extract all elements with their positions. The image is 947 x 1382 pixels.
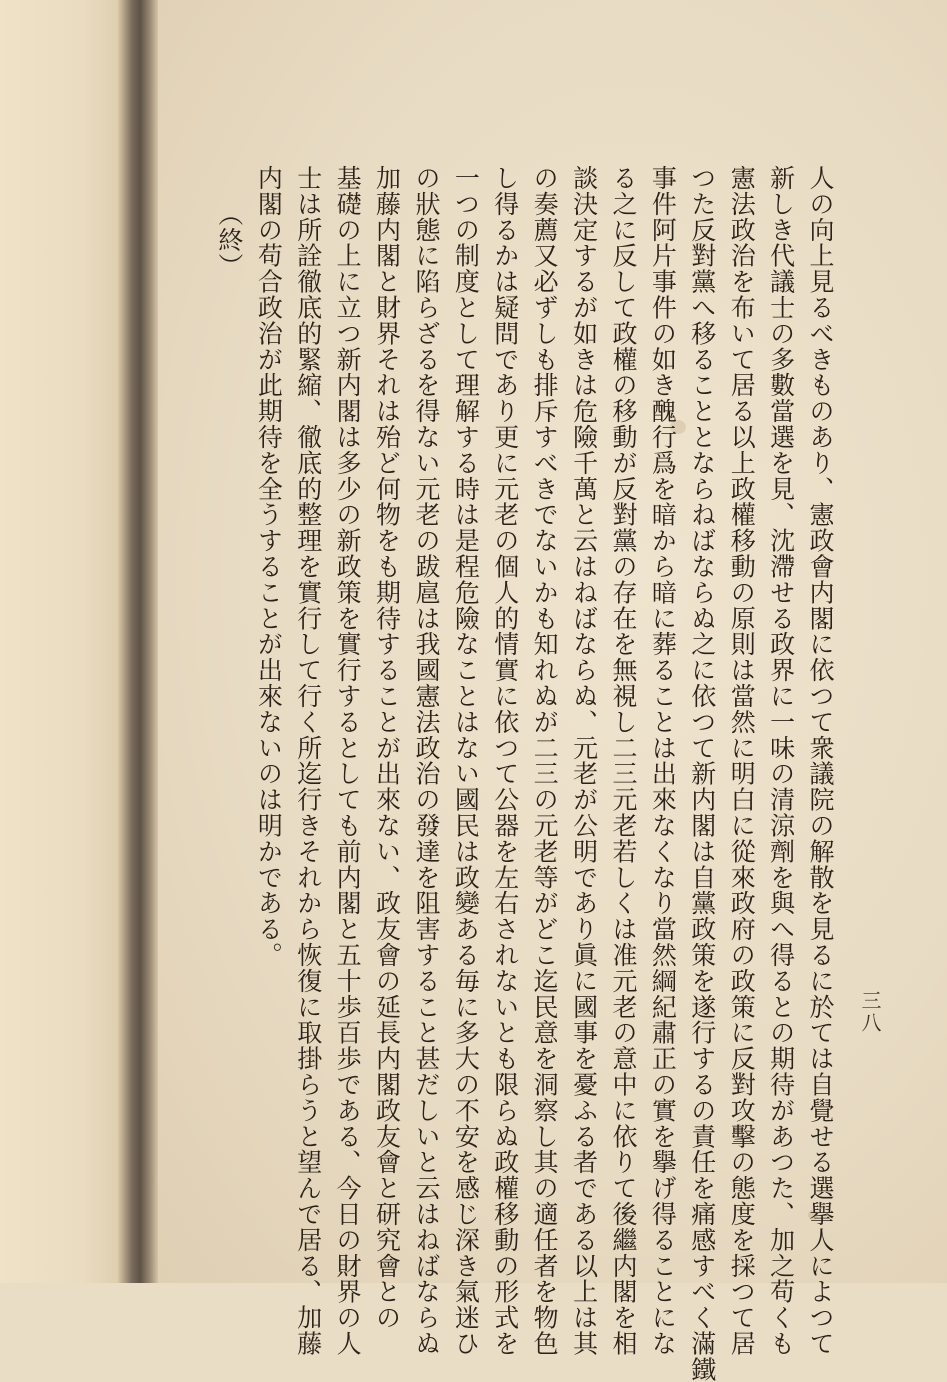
text-line: 一つの制度として理解する時は是程危險なことはない國民は政變ある毎に多大の不安を感じ深き氣迷ひ bbox=[451, 165, 481, 1357]
text-line: 加藤内閣と財界それは殆ど何物をも期待することが出來ない、政友會の延長内閣政友會と研究會との bbox=[372, 165, 402, 1331]
page-number: 三八 bbox=[858, 990, 882, 1034]
left-page-margin bbox=[0, 0, 118, 1283]
text-line: 事件阿片事件の如き醜行爲を暗から暗に葬ることは出來なくなり當然綱紀肅正の實を擧げ得ることにな bbox=[648, 165, 678, 1357]
text-line: 内閣の苟合政治が此期待を全うすることが出來ないのは明かである。 bbox=[254, 165, 284, 968]
text-line: 士は所詮徹底的緊縮、徹底的整理を實行して行く所迄行きそれから恢復に取掛らうと望んで居る、加藤 bbox=[293, 165, 323, 1357]
text-line: し得るかは疑問であり更に元老の個人的情實に依つて公器を左右されないとも限らぬ政權移動の形式を bbox=[490, 165, 520, 1357]
text-line: 談決定するが如きは危險千萬と云はねばならぬ、元老が公明であり眞に國事を憂ふる者である以上は其 bbox=[569, 165, 599, 1357]
text-line: 人の向上見るべきものあり、憲政會内閣に依つて衆議院の解散を見るに於ては自覺せる選擧人によつて bbox=[806, 165, 835, 1357]
end-mark: （終） bbox=[214, 201, 244, 279]
text-line: 新しき代議士の多數當選を見、沈滯せる政界に一味の清涼劑を與へ得るとの期待があつた、加之苟くも bbox=[766, 165, 796, 1357]
text-line: つた反對黨へ移ることとならねばならぬ之に依つて新内閣は自黨政策を遂行するの責任を痛感すべく滿鐵 bbox=[687, 165, 717, 1382]
text-line: の奏薦又必ずしも排斥すべきでないかも知れぬが二三の元老等がどこ迄民意を洞察し其の適任者を物色 bbox=[530, 165, 560, 1357]
text-line: の狀態に陷らざるを得ない元老の跋扈は我國憲法政治の發達を阻害すること甚だしいと云はねばならぬ bbox=[411, 165, 441, 1357]
book-gutter bbox=[118, 0, 158, 1283]
text-line: る之に反して政權の移動が反對黨の存在を無視し二三元老若しくは准元老の意中に依りて後繼内閣を相 bbox=[608, 165, 638, 1357]
text-line: 基礎の上に立つ新内閣は多少の新政策を實行するとしても前内閣と五十歩百歩である、今日の財界の人 bbox=[333, 165, 363, 1357]
text-line: 憲法政治を布いて居る以上政權移動の原則は當然に明白に從來政府の政策に反對攻擊の態度を採つて居 bbox=[727, 165, 757, 1357]
body-text bbox=[200, 165, 840, 1382]
